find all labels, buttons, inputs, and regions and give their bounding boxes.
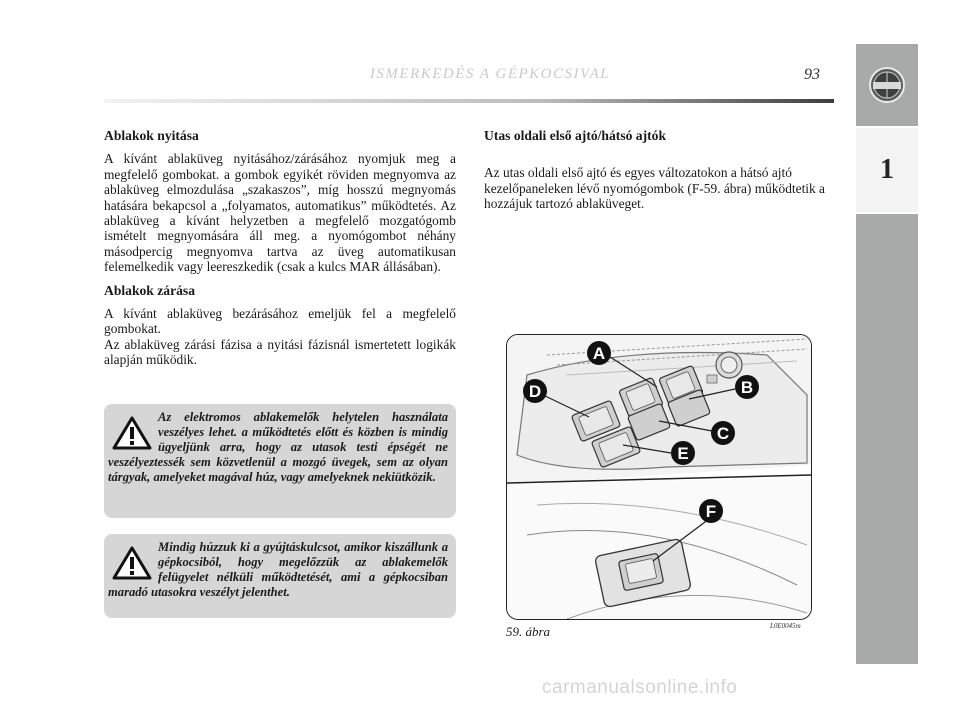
warning-text: Mindig húzzuk ki a gyújtáskulcsot, amikor kiszállunk a gépkocsiból, hogy megelőzzük az ablakemelők felügyelet nélküli működtetését, ami a gépkocsiban maradó utasokra veszélyt jelenthet. [108,540,448,599]
svg-text:D: D [528,382,542,401]
warning-text: Az elektromos ablakemelők helytelen használata veszélyes lehet. a működtetés előtt és közben is mindig ügyeljünk arra, hogy az utasok testi épségét ne veszélyeztessék sem közvetlenül a mozgó üvegek, sem az olyan tárgyak, amelyeket magával húz, vagy amelyeknek nekiütközik. [108,410,448,484]
callout-c [711,421,735,445]
warning-triangle-icon [112,416,152,450]
window-switch-illustration [507,335,811,619]
right-column [484,128,834,212]
section-text-windows-closing-2: Az ablaküveg zárási fázisa a nyitási fázisnál ismertetett logikák alapján működik. [104,336,456,368]
sidebar-separator [856,212,918,214]
section-heading-windows-opening: Ablakok nyitása [104,128,199,143]
callout-e [671,441,695,465]
svg-text:E: E [677,444,689,463]
watermark: carmanualsonline.info [542,677,738,698]
chapter-sidebar [856,44,918,664]
warning-box [104,534,456,618]
figure-code: L0E0045m [770,622,801,630]
figure-caption: 59. ábra [506,624,551,639]
left-column [104,128,456,368]
svg-text:A: A [592,344,606,363]
svg-text:F: F [705,502,717,521]
running-header-title: ISMERKEDÉS A GÉPKOCSIVAL [369,66,611,82]
section-heading-windows-closing: Ablakok zárása [104,282,196,298]
page-number: 93 [804,66,820,83]
section-heading-passenger-doors: Utas oldali első ajtó/hátsó ajtók [484,128,667,143]
lancia-shield-icon [867,65,907,105]
svg-text:B: B [740,378,754,397]
section-text-windows-closing-1: A kívánt ablaküveg bezárásához emeljük fel a megfelelő gombokat. [104,306,456,337]
chapter-tab[interactable] [856,128,918,212]
warning-box [104,404,456,518]
section-text-passenger-doors: Az utas oldali első ajtó és egyes változatokon a hátsó ajtó kezelőpaneleken lévő nyomógombok (F-59. ábra) működtetik a hozzájuk tartozó ablaküveget. [484,165,825,212]
callout-b [735,375,759,399]
callout-a [587,341,611,365]
header-rule [104,99,834,103]
callout-d [523,379,547,403]
section-text-windows-opening: A kívánt ablaküveg nyitásához/zárásához nyomjuk meg a megfelelő gombokat. a gombok egyikét röviden megnyomva az ablaküveg elmozdulása „szakaszos”, míg hosszú megnyomás hatására bekapcsol a „folyamatos, automatikus” működtetés. Az ablaküveg a kívánt helyzetben a megfelelő mozgatógomb ismételt megnyomására áll meg. a nyomógombot néhány másodpercig megnyomva tartva az üveg automatikusan felemelkedik vagy leereszkedik (csak a kulcs MAR állásában). [104,151,456,275]
callout-f [699,499,723,523]
warning-triangle-icon [112,546,152,580]
lancia-logo [856,44,918,126]
chapter-number: 1 [880,154,894,185]
svg-text:C: C [716,424,730,443]
figure-window-switches [506,334,812,620]
